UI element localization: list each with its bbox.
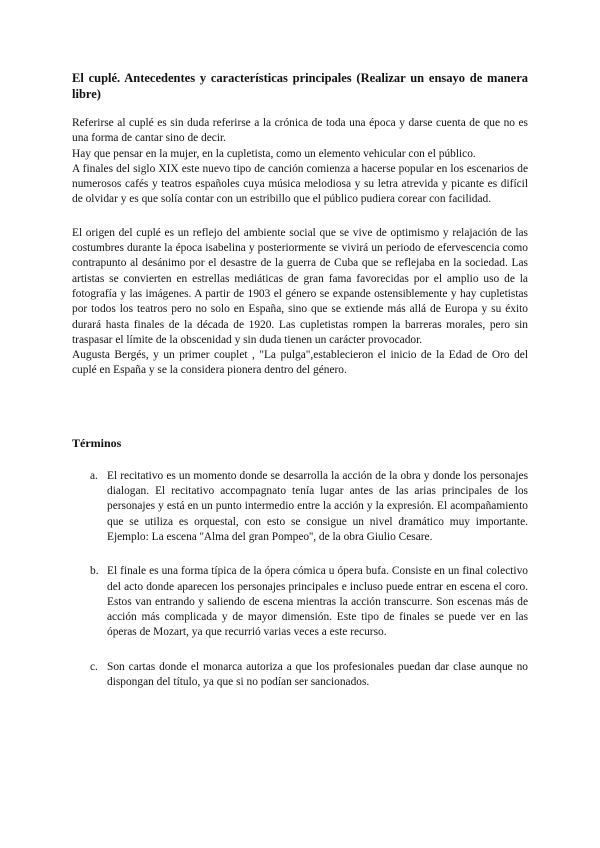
paragraph: El origen del cuplé es un reflejo del ambiente social que se vive de optimismo y relajación de las costumbres durante la época isabelina y posteriormente se vivirá un periodo de efervescencia como contrapunto al desánimo por el desastre de la guerra de Cuba que se reflejaba en la sociedad. Las artistas se convierten en estrellas mediáticas de gran fama favorecidas por el amplio uso de la fotografía y las imágenes. A partir de 1903 el género se expande ostensiblemente y hay cupletistas por todos los teatros pero no solo en España, sino que se extiende más allá de Europa y su éxito durará hasta finales de la década de 1920. Las cupletistas rompen la barreras morales, pero sin traspasar el límite de la obscenidad y sin duda tienen un carácter provocador. [72, 226, 528, 346]
terms-heading: Términos [72, 435, 122, 450]
document-body [72, 70, 528, 709]
document-title: El cuplé. Antecedentes y características principales (Realizar un ensayo de manera libre) [72, 71, 528, 101]
paragraph: Hay que pensar en la mujer, en la cupletista, como un elemento vehicular con el público. [72, 147, 476, 160]
term-text: El finale es una forma típica de la ópera cómica u ópera bufa. Consiste en un final colectivo del acto donde aparecen los personajes principales e incluso puede entrar en escena el coro. Estos van entrando y saliendo de escena mientras la acción transcurre. Son escenas más de acción más complicada y de mayor dimensión. Este tipo de finales se puede ver en las óperas de Mozart, ya que recurrió varias veces a este recurso. [107, 565, 528, 639]
list-item [72, 660, 528, 691]
list-marker: a. [90, 469, 98, 482]
list-marker: c. [90, 660, 98, 673]
list-item [72, 469, 528, 545]
paragraph-gap [72, 208, 528, 226]
list-item [72, 564, 528, 640]
paragraph: Referirse al cuplé es sin duda referirse a la crónica de toda una época y darse cuenta de que no es una forma de cantar sino de decir. [72, 117, 528, 145]
terms-list [72, 469, 528, 691]
term-text: El recitativo es un momento donde se desarrolla la acción de la obra y donde los personajes dialogan. El recitativo accompagnato tenía lugar antes de las arias principales de los personajes y está en un punto intermedio entre la acción y la expresión. El acompañamiento que se utiliza es orquestal, con esto se consigue un nivel dramático muy importante. Ejemplo: La escena ''Alma del gran Pompeo'', de la obra Giulio Cesare. [107, 469, 528, 543]
list-marker: b. [90, 565, 99, 578]
term-text: Son cartas donde el monarca autoriza a que los profesionales puedan dar clase aunque no dispongan del título, ya que si no podían ser sancionados. [107, 660, 528, 689]
paragraph: A finales del siglo XIX este nuevo tipo de canción comienza a hacerse popular en los escenarios de numerosos cafés y teatros españoles cuya música melodiosa y su letra atrevida y picante es difícil de olvidar y es que solía contar con un estribillo que el público pudiera corear con facilidad. [72, 162, 528, 206]
paragraph: Augusta Bergés, y un primer couplet , "La pulga",establecieron el inicio de la Edad de Oro del cuplé en España y se la considera pionera dentro del género. [72, 349, 528, 377]
